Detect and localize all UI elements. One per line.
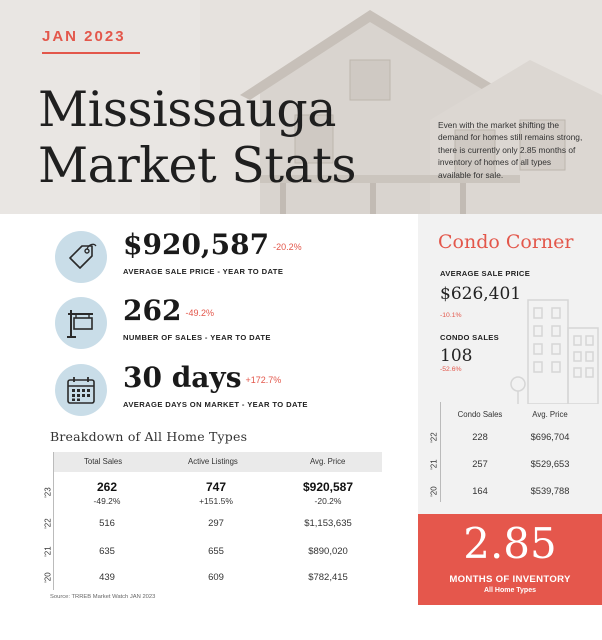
page-title [38,82,356,194]
condo-avg-price-change: -10.1% [440,312,462,319]
column-header: Avg. Price [532,410,568,419]
table-cell: 516 [99,518,115,529]
row-year: '22 [43,518,53,529]
month-underline [42,52,140,54]
column-header: Avg. Price [310,457,346,466]
breakdown-table-header [53,452,382,472]
table-cell-change: -20.2% [314,496,342,506]
breakdown-title: Breakdown of All Home Types [50,429,248,444]
table-cell: $539,788 [530,486,570,496]
condo-sales: 108 [440,346,473,366]
inventory-value: 2.85 [463,519,557,568]
price-tag-icon [55,231,107,283]
row-year: '21 [429,459,439,470]
calendar-icon [55,364,107,416]
table-cell: $890,020 [308,546,348,557]
stat-value: 30 days +172.7% [123,361,282,394]
condo-avg-price: $626,401 [440,284,522,304]
stat-label: AVERAGE SALE PRICE - YEAR TO DATE [123,267,284,276]
row-year: '22 [429,432,439,443]
table-cell: 635 [99,546,115,557]
stat-change: +172.7% [245,374,282,385]
row-year: '20 [429,486,439,497]
stat-label: AVERAGE DAYS ON MARKET - YEAR TO DATE [123,400,308,409]
row-year: '23 [43,487,53,498]
condo-building-icon [510,292,602,404]
condo-corner-panel [418,214,602,514]
table-divider [53,452,54,590]
column-header: Condo Sales [457,410,503,419]
table-cell: $782,415 [308,572,348,583]
table-cell: 609 [208,572,224,583]
stat-value: 262 -49.2% [123,294,214,327]
inventory-sublabel: All Home Types [484,587,536,594]
table-cell: 747 [205,480,227,494]
table-cell: 228 [472,432,488,442]
title-line-1: Mississauga [38,81,336,138]
table-cell: 655 [208,546,224,557]
header-banner [0,0,602,214]
condo-sales-change: -52.6% [440,366,462,373]
condo-sales-label: CONDO SALES [440,333,499,342]
table-cell: 297 [208,518,224,529]
row-year: '20 [43,572,53,583]
condo-table-divider [440,402,441,502]
table-cell-change: +151.5% [199,496,233,506]
table-cell: 257 [472,459,488,469]
title-line-2: Market Stats [38,137,357,194]
condo-avg-price-label: AVERAGE SALE PRICE [440,269,531,278]
table-cell: $529,653 [530,459,570,469]
report-month: JAN 2023 [42,28,126,45]
stat-change: -20.2% [273,241,302,252]
inventory-label: MONTHS OF INVENTORY [449,574,571,585]
stat-number-of-sales [55,294,425,350]
row-year: '21 [43,546,53,557]
table-cell: $696,704 [530,432,570,442]
stat-change: -49.2% [185,307,214,318]
column-header: Active Listings [188,457,238,466]
table-cell: $1,153,635 [304,518,352,529]
table-cell: 439 [99,572,115,583]
stat-days-on-market [55,361,425,417]
condo-title: Condo Corner [438,231,574,253]
stat-label: NUMBER OF SALES - YEAR TO DATE [123,333,271,342]
months-of-inventory-box [418,514,602,605]
table-cell: 164 [472,486,488,496]
table-cell: 262 [96,480,118,494]
stat-average-sale-price [55,228,425,284]
column-header: Total Sales [84,457,123,466]
table-cell-change: -49.2% [93,496,121,506]
intro-text: Even with the market shifting the demand for homes still remains strong, there is currently only 2.85 months of inventory of homes of all types available for sale. [438,120,583,180]
for-sale-sign-icon [55,297,107,349]
table-cell: $920,587 [302,480,354,494]
stat-value: $920,587 -20.2% [123,228,302,261]
source-note: Source: TRREB Market Watch JAN 2023 [50,594,156,600]
